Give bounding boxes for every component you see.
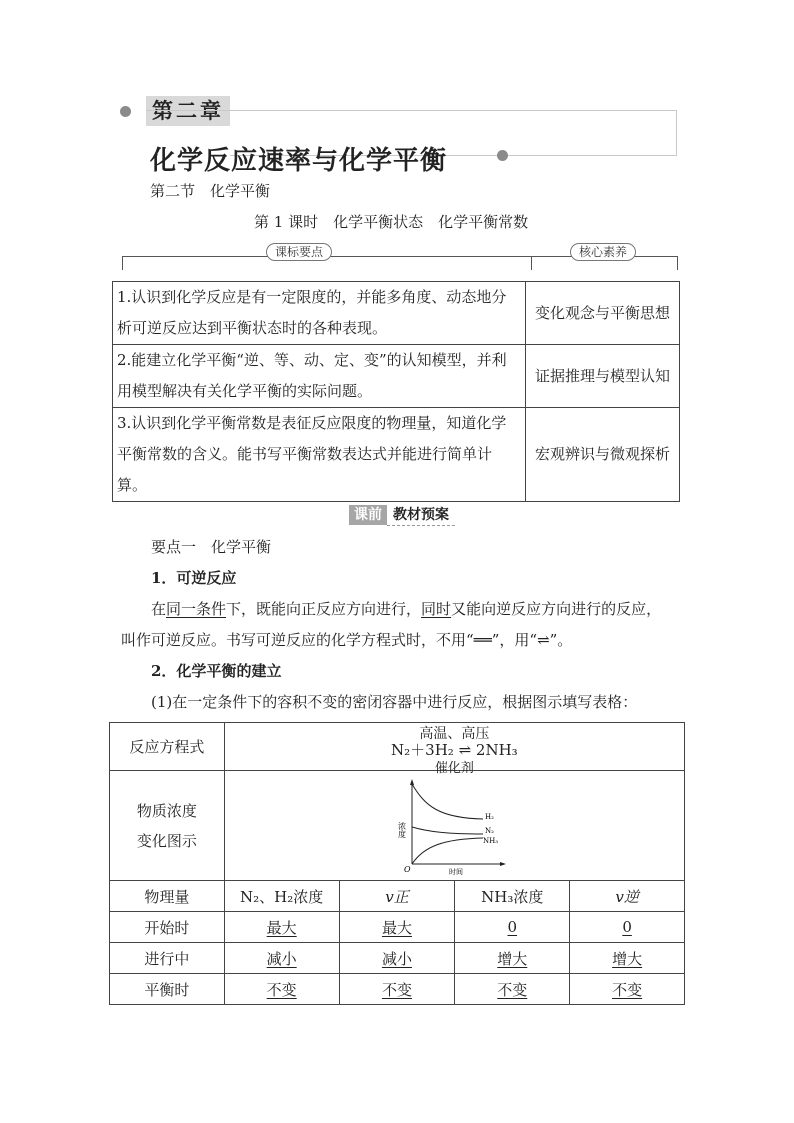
objective-point: 3.认识到化学平衡常数是表征反应限度的物理量，知道化学平衡常数的含义。能书写平衡常数表达式并能进行简单计算。 [113, 408, 526, 502]
objective-row [113, 408, 680, 502]
heading-equilibrium [151, 660, 281, 682]
bracket-left [122, 256, 123, 270]
chapter-title: 化学反应速率与化学平衡 [150, 146, 448, 176]
graph-label-line2: 变化图示 [136, 831, 197, 850]
answer-cell: 增大 [612, 949, 643, 968]
answer-cell: 最大 [381, 918, 412, 937]
y-axis-label: 浓度 [397, 821, 407, 838]
heading-reversible [151, 567, 236, 589]
row-label: 进行中 [110, 943, 225, 974]
row-label: 平衡时 [110, 974, 225, 1005]
header-row [110, 881, 685, 912]
fill-blank: 同一条件 [166, 600, 227, 618]
text-run: 下，既能向正反应方向进行， [226, 600, 422, 618]
condition-bottom: 催化剂 [434, 761, 474, 776]
text-run: 又能向逆反应方向进行的反应， [451, 600, 662, 618]
n2-curve [412, 827, 483, 834]
objective-row [113, 282, 680, 345]
graph-label-line1: 物质浓度 [136, 801, 197, 820]
table-row [110, 912, 685, 943]
nh3-curve [412, 838, 483, 864]
objective-literacy: 证据推理与模型认知 [526, 345, 680, 408]
banner-tag: 课前 [349, 505, 387, 525]
equation-label: 反应方程式 [110, 723, 225, 771]
objectives-label: 课标要点 [266, 243, 332, 261]
equation-row [110, 723, 685, 771]
header-v-reverse: v逆 [570, 881, 685, 912]
chapter-label: 第二章 [146, 96, 230, 126]
nh3-label: NH₃ [483, 836, 499, 845]
paragraph-reversible [151, 598, 661, 620]
h2-curve [412, 784, 483, 819]
objective-point: 1.认识到化学反应是有一定限度的，并能多角度、动态地分析可逆反应达到平衡状态时的各种表现。 [113, 282, 526, 345]
answer-cell: 减小 [381, 949, 412, 968]
section-title: 第二节 化学平衡 [150, 182, 271, 200]
graph-label [110, 771, 225, 881]
x-axis-arrow [500, 862, 506, 866]
answer-cell: 不变 [612, 980, 643, 999]
equation-text: N₂＋3H₂ ⇌ 2NH₃ [391, 741, 518, 759]
fill-blank: 同时 [421, 600, 452, 618]
graph-cell [224, 771, 684, 881]
equation-cell [224, 723, 684, 776]
objective-row [113, 345, 680, 408]
header-v-forward: v正 [339, 881, 455, 912]
bracket-right [677, 256, 678, 270]
h2-label: H₂ [485, 812, 495, 821]
answer-cell: 最大 [266, 918, 297, 937]
concentration-graph [399, 776, 509, 876]
heading-equilibrium-text: 2．化学平衡的建立 [151, 662, 282, 680]
objectives-table [112, 281, 680, 502]
answer-cell: 减小 [266, 949, 297, 968]
paragraph-instruction: (1)在一定条件下的容积不变的密闭容器中进行反应，根据图示填写表格： [151, 693, 638, 711]
condition-top: 高温、高压 [419, 726, 490, 742]
bracket-middle [531, 256, 532, 270]
answer-cell: 0 [507, 918, 518, 936]
table-row [110, 974, 685, 1005]
answer-cell: 增大 [497, 949, 528, 968]
point-heading: 要点一 化学平衡 [151, 538, 272, 556]
origin-label: O [404, 864, 411, 874]
answer-cell: 0 [622, 918, 632, 936]
banner-text: 教材预案 [387, 505, 455, 526]
answer-cell: 不变 [381, 980, 412, 999]
bullet-dot-right [497, 150, 508, 161]
graph-row [110, 771, 685, 881]
literacy-label: 核心素养 [570, 243, 636, 261]
preview-banner [349, 505, 455, 525]
lesson-title: 第 1 课时 化学平衡状态 化学平衡常数 [254, 213, 529, 231]
objective-literacy: 变化观念与平衡思想 [526, 282, 680, 345]
header-reactant-conc: N₂、H₂浓度 [224, 881, 339, 912]
answer-cell: 不变 [497, 980, 528, 999]
equilibrium-table [109, 722, 685, 1005]
bullet-dot-left [120, 106, 131, 117]
header-product-conc: NH₃浓度 [455, 881, 570, 912]
n2-label: N₂ [485, 826, 495, 835]
x-axis-label: 时间 [449, 867, 464, 876]
objective-literacy: 宏观辨识与微观探析 [526, 408, 680, 502]
header-quantity: 物理量 [110, 881, 225, 912]
paragraph-reversible-cont: 叫作可逆反应。书写可逆反应的化学方程式时，不用“══”，用“⇌”。 [121, 631, 573, 649]
table-row [110, 943, 685, 974]
answer-cell: 不变 [266, 980, 297, 999]
heading-reversible-text: 1．可逆反应 [151, 569, 237, 587]
text-run: 在 [151, 600, 167, 618]
row-label: 开始时 [110, 912, 225, 943]
objective-point: 2.能建立化学平衡“逆、等、动、定、变”的认知模型，并利用模型解决有关化学平衡的实际问题。 [113, 345, 526, 408]
